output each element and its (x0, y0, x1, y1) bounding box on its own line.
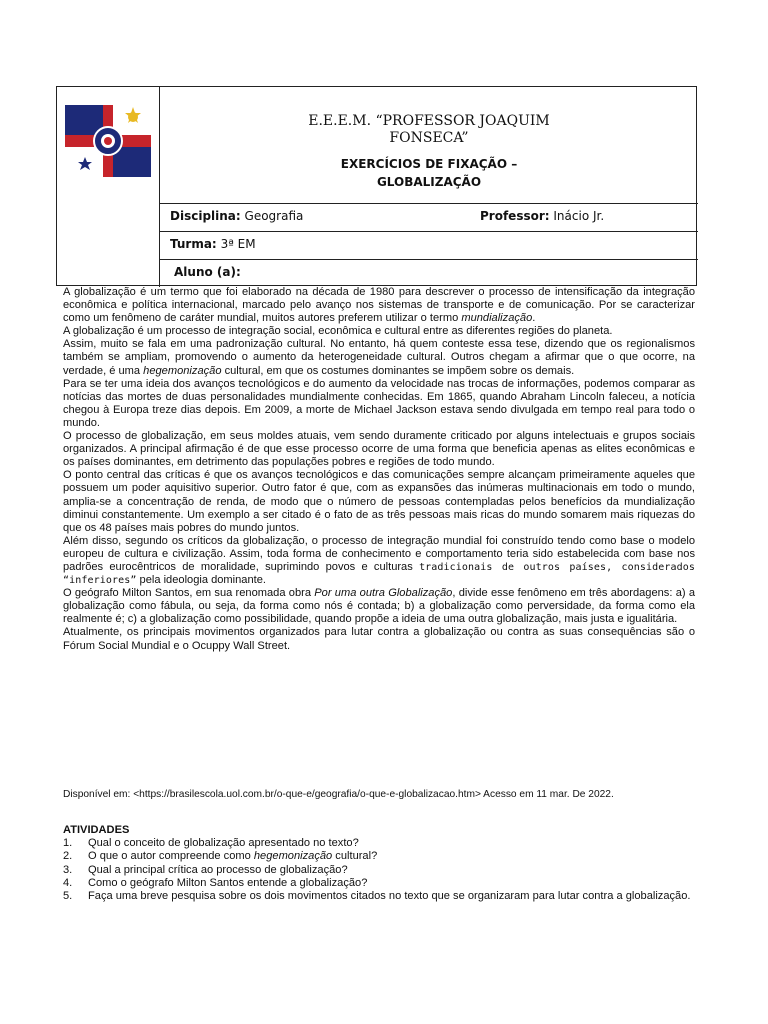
logo-cell (57, 87, 160, 287)
discipline-row (160, 203, 698, 231)
discipline-field (170, 209, 303, 223)
paragraph: O processo de globalização, em seus moldes atuais, vem sendo duramente criticado por alguns intelectuais e grupos sociais organizados. A principal afirmação é de que esse processo ocorre de uma forma que beneficia apenas as elites econômicas e os países dominantes, em detrimento das populações pobres e regiões de todo mundo. (63, 430, 695, 469)
school-name-line1: E.E.E.M. “PROFESSOR JOAQUIM (308, 113, 550, 129)
class-label: Turma: (170, 237, 217, 251)
worksheet-title (160, 155, 698, 191)
paragraph: Além disso, segundo os críticos da globalização, o processo de integração mundial foi construído tendo como base o modelo europeu de cultura e civilização. Assim, toda forma de conhecimento e comportamento teria sido estabelecida com base nos padrões eurocêntricos de moralidade, suprimindo povos e culturas tradicionais de outros países, considerados “inferiores” pela ideologia dominante. (63, 534, 696, 587)
class-field (170, 237, 256, 251)
header-table (56, 86, 697, 286)
paragraph: O ponto central das críticas é que os avanços tecnológicos e das comunicações sempre alcançam primeiramente aqueles que possuem um poder aquisitivo superior. Outro fator é que, com as expansões das inúmeras multinacionais em todo o mundo, amplia-se a concentração de renda, de modo que o número de pessoas contempladas pelos benefícios da mundialização diminui constantemente. Um exemplo a ser citado é o fato de as três pessoas mais ricas do mundo somarem mais riquezas do que os 48 países mais pobres do mundo juntos. (63, 469, 695, 534)
class-value: 3ª EM (220, 237, 256, 251)
activities-title: ATIVIDADES (63, 824, 130, 836)
paragraph: A globalização é um processo de integração social, econômica e cultural entre as diferentes regiões do planeta. (63, 325, 613, 338)
class-row (160, 231, 698, 259)
school-name (160, 113, 698, 147)
student-row[interactable] (160, 259, 698, 287)
worksheet-title-line1: EXERCÍCIOS DE FIXAÇÃO – (340, 157, 518, 171)
school-name-line2: FONSECA” (389, 130, 469, 146)
source-citation: Disponível em: <https://brasilescola.uol.com.br/o-que-e/geografia/o-que-e-globalizacao.htm> Acesso em 11 mar. De 2022. (63, 789, 614, 800)
activities-list (63, 837, 695, 903)
worksheet-title-line2: GLOBALIZAÇÃO (376, 175, 482, 189)
paragraph: Para se ter uma ideia dos avanços tecnológicos e do aumento da velocidade nas trocas de informações, podemos comparar as notícias das mortes de duas personalidades mundialmente conhecidas. Em 1865, quando Abraham Lincoln faleceu, a notícia chegou à Europa treze dias depois. Em 2009, a morte de Michael Jackson estava sendo divulgada em tempo real para todo o mundo. (63, 377, 695, 429)
paragraph: O geógrafo Milton Santos, em sua renomada obra Por uma outra Globalização, divide esse fenômeno em três abordagens: a) a globalização como fábula, ou seja, da forma como nós é contada; b) a globalização como perversidade, da forma como ela realmente é; c) a globalização como possibilidade, quando propõe a ideia de uma outra globalização, mais justa e igualitária. (63, 587, 695, 626)
teacher-value: Inácio Jr. (553, 209, 605, 223)
teacher-label: Professor: (480, 209, 550, 223)
activities-section (63, 824, 695, 903)
paragraph: Atualmente, os principais movimentos organizados para lutar contra a globalização ou contra as suas consequências são o Fórum Social Mundial e o Ocuppy Wall Street. (63, 626, 695, 652)
list-item: 5. Faça uma breve pesquisa sobre os dois movimentos citados no texto que se organizaram para lutar contra a globalização. (63, 890, 691, 903)
student-label: Aluno (a): (174, 265, 241, 279)
reading-text (63, 286, 695, 653)
paragraph: A globalização é um termo que foi elaborado na década de 1980 para descrever o processo de intensificação da integração econômica e política internacional, marcado pelo avanço nos sistemas de transporte e de comunicação. Por se caracterizar como um fenômeno de caráter mundial, muitos autores preferem utilizar o termo mundialização. (63, 286, 695, 325)
list-item: 3. Qual a principal crítica ao processo de globalização? (63, 863, 348, 876)
list-item: 2. O que o autor compreende como hegemonização cultural? (63, 850, 378, 863)
teacher-field (480, 209, 604, 223)
discipline-label: Disciplina: (170, 209, 241, 223)
list-item: 1. Qual o conceito de globalização apresentado no texto? (63, 837, 359, 850)
school-flag-icon (65, 105, 151, 177)
list-item: 4. Como o geógrafo Milton Santos entende a globalização? (63, 876, 368, 889)
paragraph: Assim, muito se fala em uma padronização cultural. No entanto, há quem conteste essa tese, dizendo que os regionalismos também se ampliam, promovendo o aumento da heterogeneidade cultural. Outros chegam a afirmar que o que ocorre, na verdade, é uma hegemonização cultural, em que os costumes dominantes se impõem sobre os demais. (63, 338, 695, 377)
discipline-value: Geografia (244, 209, 304, 223)
